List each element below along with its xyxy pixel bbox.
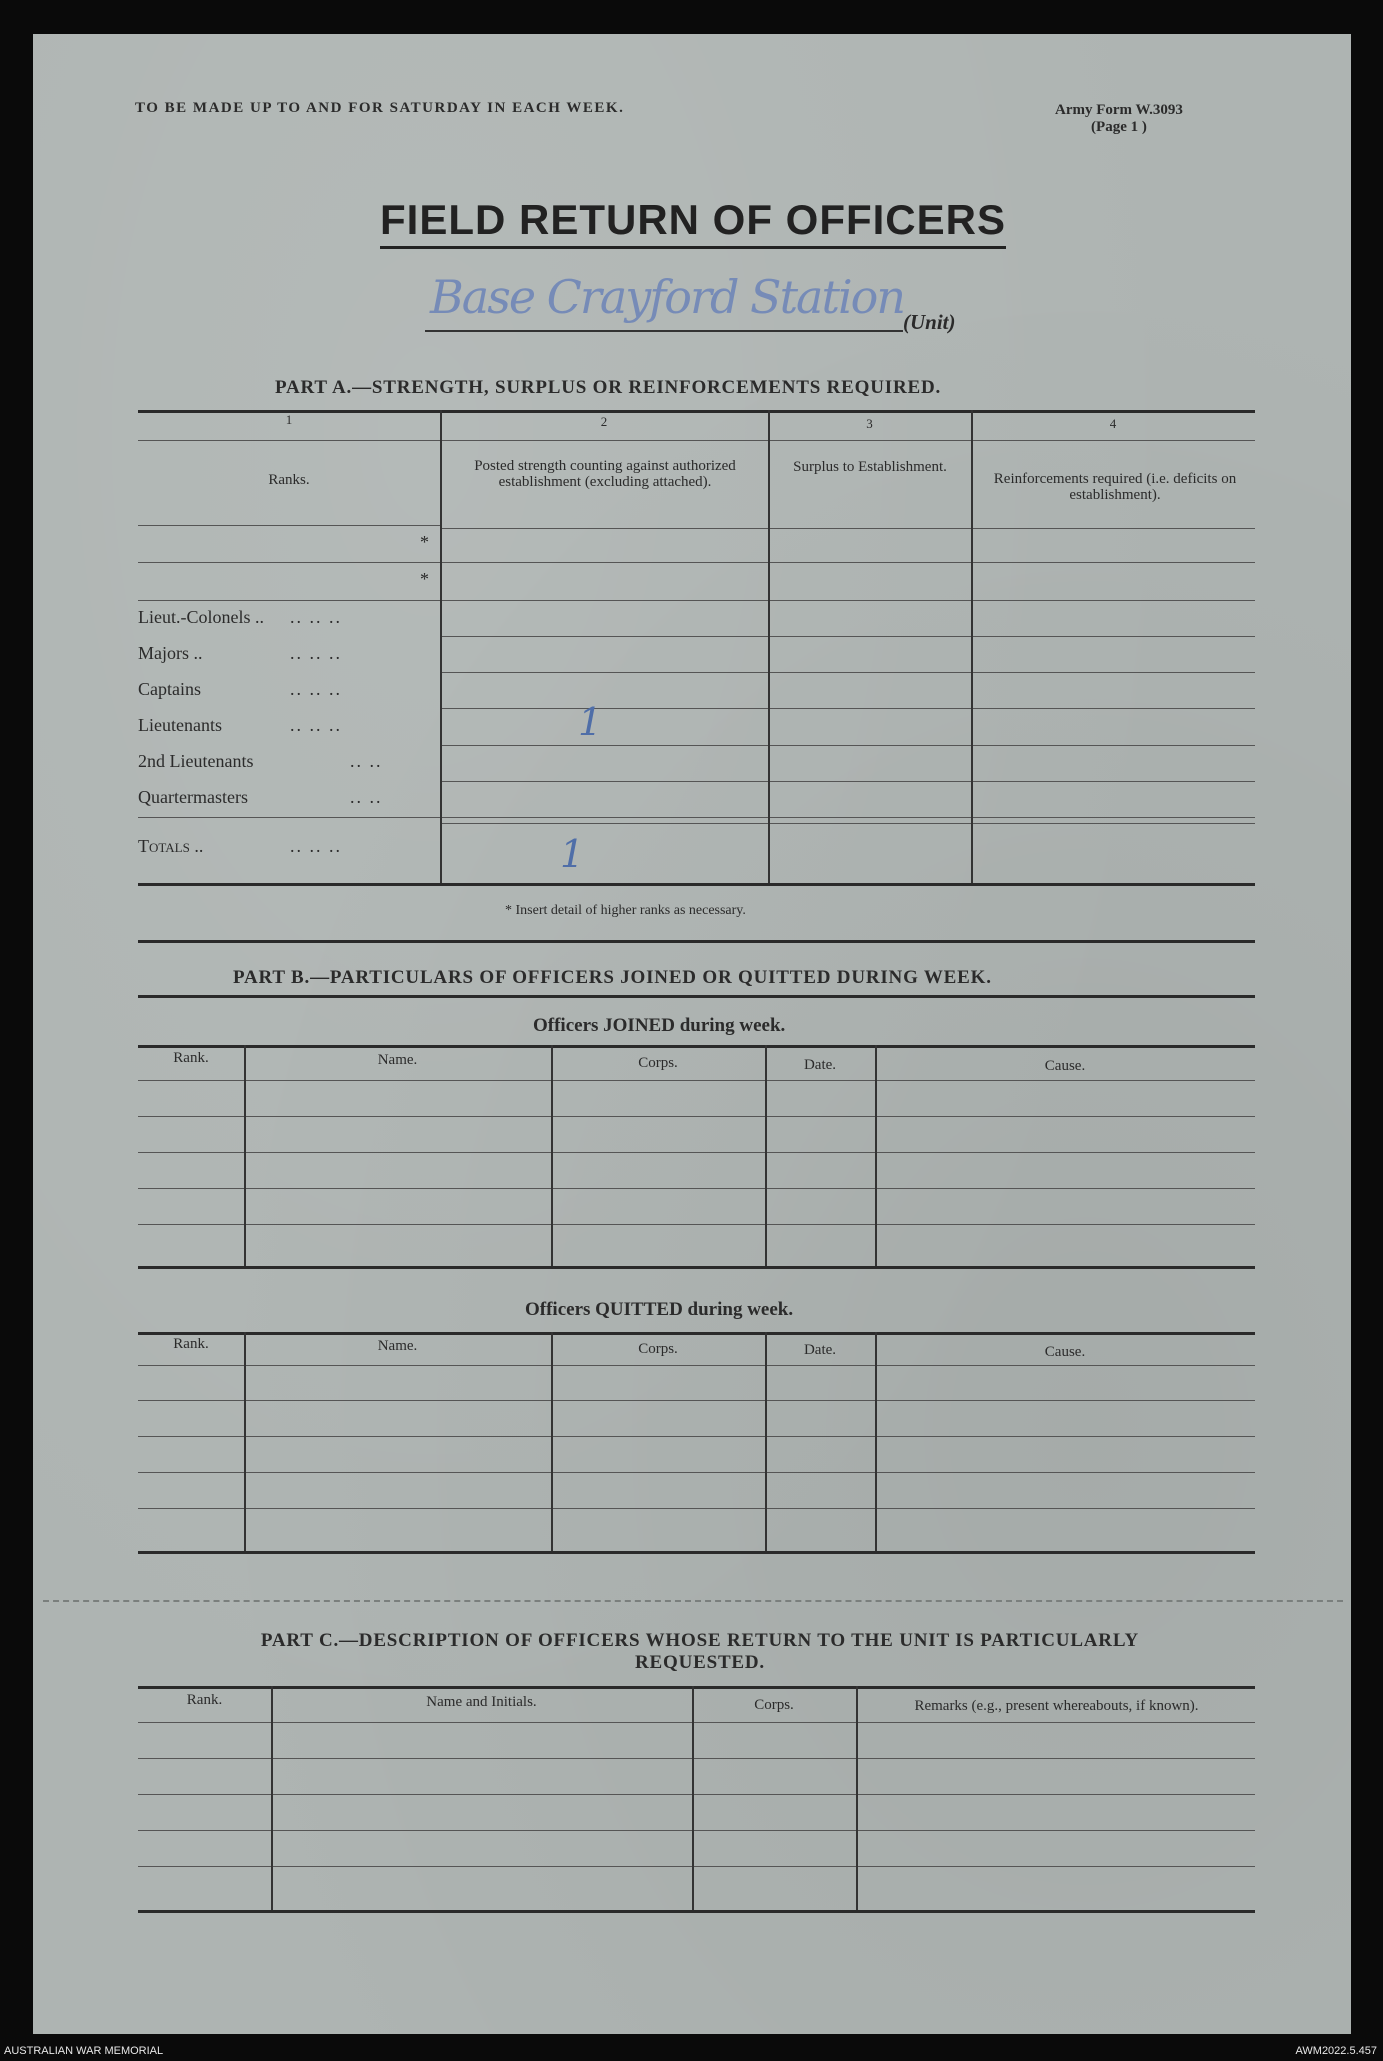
rank-lieutenants: Lieutenants [138,715,222,735]
joined-col-date: Date. [803,1057,837,1073]
part-c-heading [155,1630,1245,1674]
quitted-col-corps: Corps. [638,1341,678,1357]
rank-dots: .. .. [350,751,383,771]
posted-lieutenants-value: 1 [578,700,603,744]
part-c-col-remarks: Remarks (e.g., present whereabouts, if known). [914,1698,1199,1714]
page-number: (Page 1 ) [1091,119,1147,135]
star-row-2: * [420,569,429,589]
part-b-heading: PART B.—PARTICULARS OF OFFICERS JOINED OR QUITTED DURING WEEK. [233,967,992,988]
part-c-col-rank: Rank. [186,1692,223,1708]
rank-2nd-lieutenants: 2nd Lieutenants [138,751,254,771]
col-number-3: 3 [866,416,873,431]
footer-accession-number: AWM2022.5.457 [1295,2045,1377,2057]
part-a-heading: PART A.—STRENGTH, SURPLUS OR REINFORCEMENTS REQUIRED. [275,377,942,398]
star-row-1: * [420,532,429,552]
quitted-col-rank: Rank. [173,1336,209,1352]
form-number: Army Form W.3093 [1055,102,1183,118]
tear-line [43,1600,1343,1602]
quitted-col-name: Name. [377,1338,418,1354]
page-title: FIELD RETURN OF OFFICERS [380,196,1006,249]
quitted-col-date: Date. [803,1342,837,1358]
part-c-col-corps: Corps. [754,1697,794,1713]
rank-quartermasters: Quartermasters [138,787,248,807]
part-a-footnote: * Insert detail of higher ranks as necessary. [505,903,746,918]
part-c-heading-line1: PART C.—DESCRIPTION OF OFFICERS WHOSE RETURN TO THE UNIT IS PARTICULARLY [260,1630,1140,1651]
joined-col-cause: Cause. [1044,1058,1086,1074]
joined-col-corps: Corps. [638,1055,678,1071]
quitted-title: Officers QUITTED during week. [525,1299,794,1320]
joined-col-name: Name. [377,1052,418,1068]
part-c-col-name: Name and Initials. [426,1694,537,1710]
unit-label: (Unit) [903,310,956,334]
col-header-posted: Posted strength counting against authorized establishment (excluding attached). [474,458,736,490]
rank-captains: Captains [138,679,201,699]
col-header-surplus: Surplus to Establishment. [793,459,947,475]
unit-line [425,330,903,332]
totals-dots: .. .. .. [290,836,342,856]
part-c-heading-line2: REQUESTED. [635,1652,765,1673]
rank-dots: .. .. [350,787,383,807]
totals-posted-value: 1 [560,832,585,876]
totals-label: Totals .. [138,836,204,856]
rank-dots: .. .. .. [290,679,342,699]
header-instruction: TO BE MADE UP TO AND FOR SATURDAY IN EACH WEEK. [135,100,625,116]
rank-dots: .. .. .. [290,715,342,735]
joined-title: Officers JOINED during week. [533,1015,786,1036]
col-number-2: 2 [600,414,608,429]
rank-majors: Majors .. [138,643,203,663]
rank-dots: .. .. .. [290,643,342,663]
form-number-block [1055,102,1183,136]
col-number-4: 4 [1109,416,1117,431]
col-number-1: 1 [285,412,293,427]
footer-institution: AUSTRALIAN WAR MEMORIAL [4,2045,164,2057]
quitted-col-cause: Cause. [1044,1344,1086,1360]
unit-handwritten: Base Crayford Station [430,270,904,324]
col-header-reinforcements: Reinforcements required (i.e. deficits on establishment). [993,471,1237,503]
rank-dots: .. .. .. [290,607,342,627]
joined-col-rank: Rank. [173,1050,209,1066]
rank-lieut-colonels: Lieut.-Colonels .. [138,607,264,627]
col-header-ranks: Ranks. [268,472,310,488]
